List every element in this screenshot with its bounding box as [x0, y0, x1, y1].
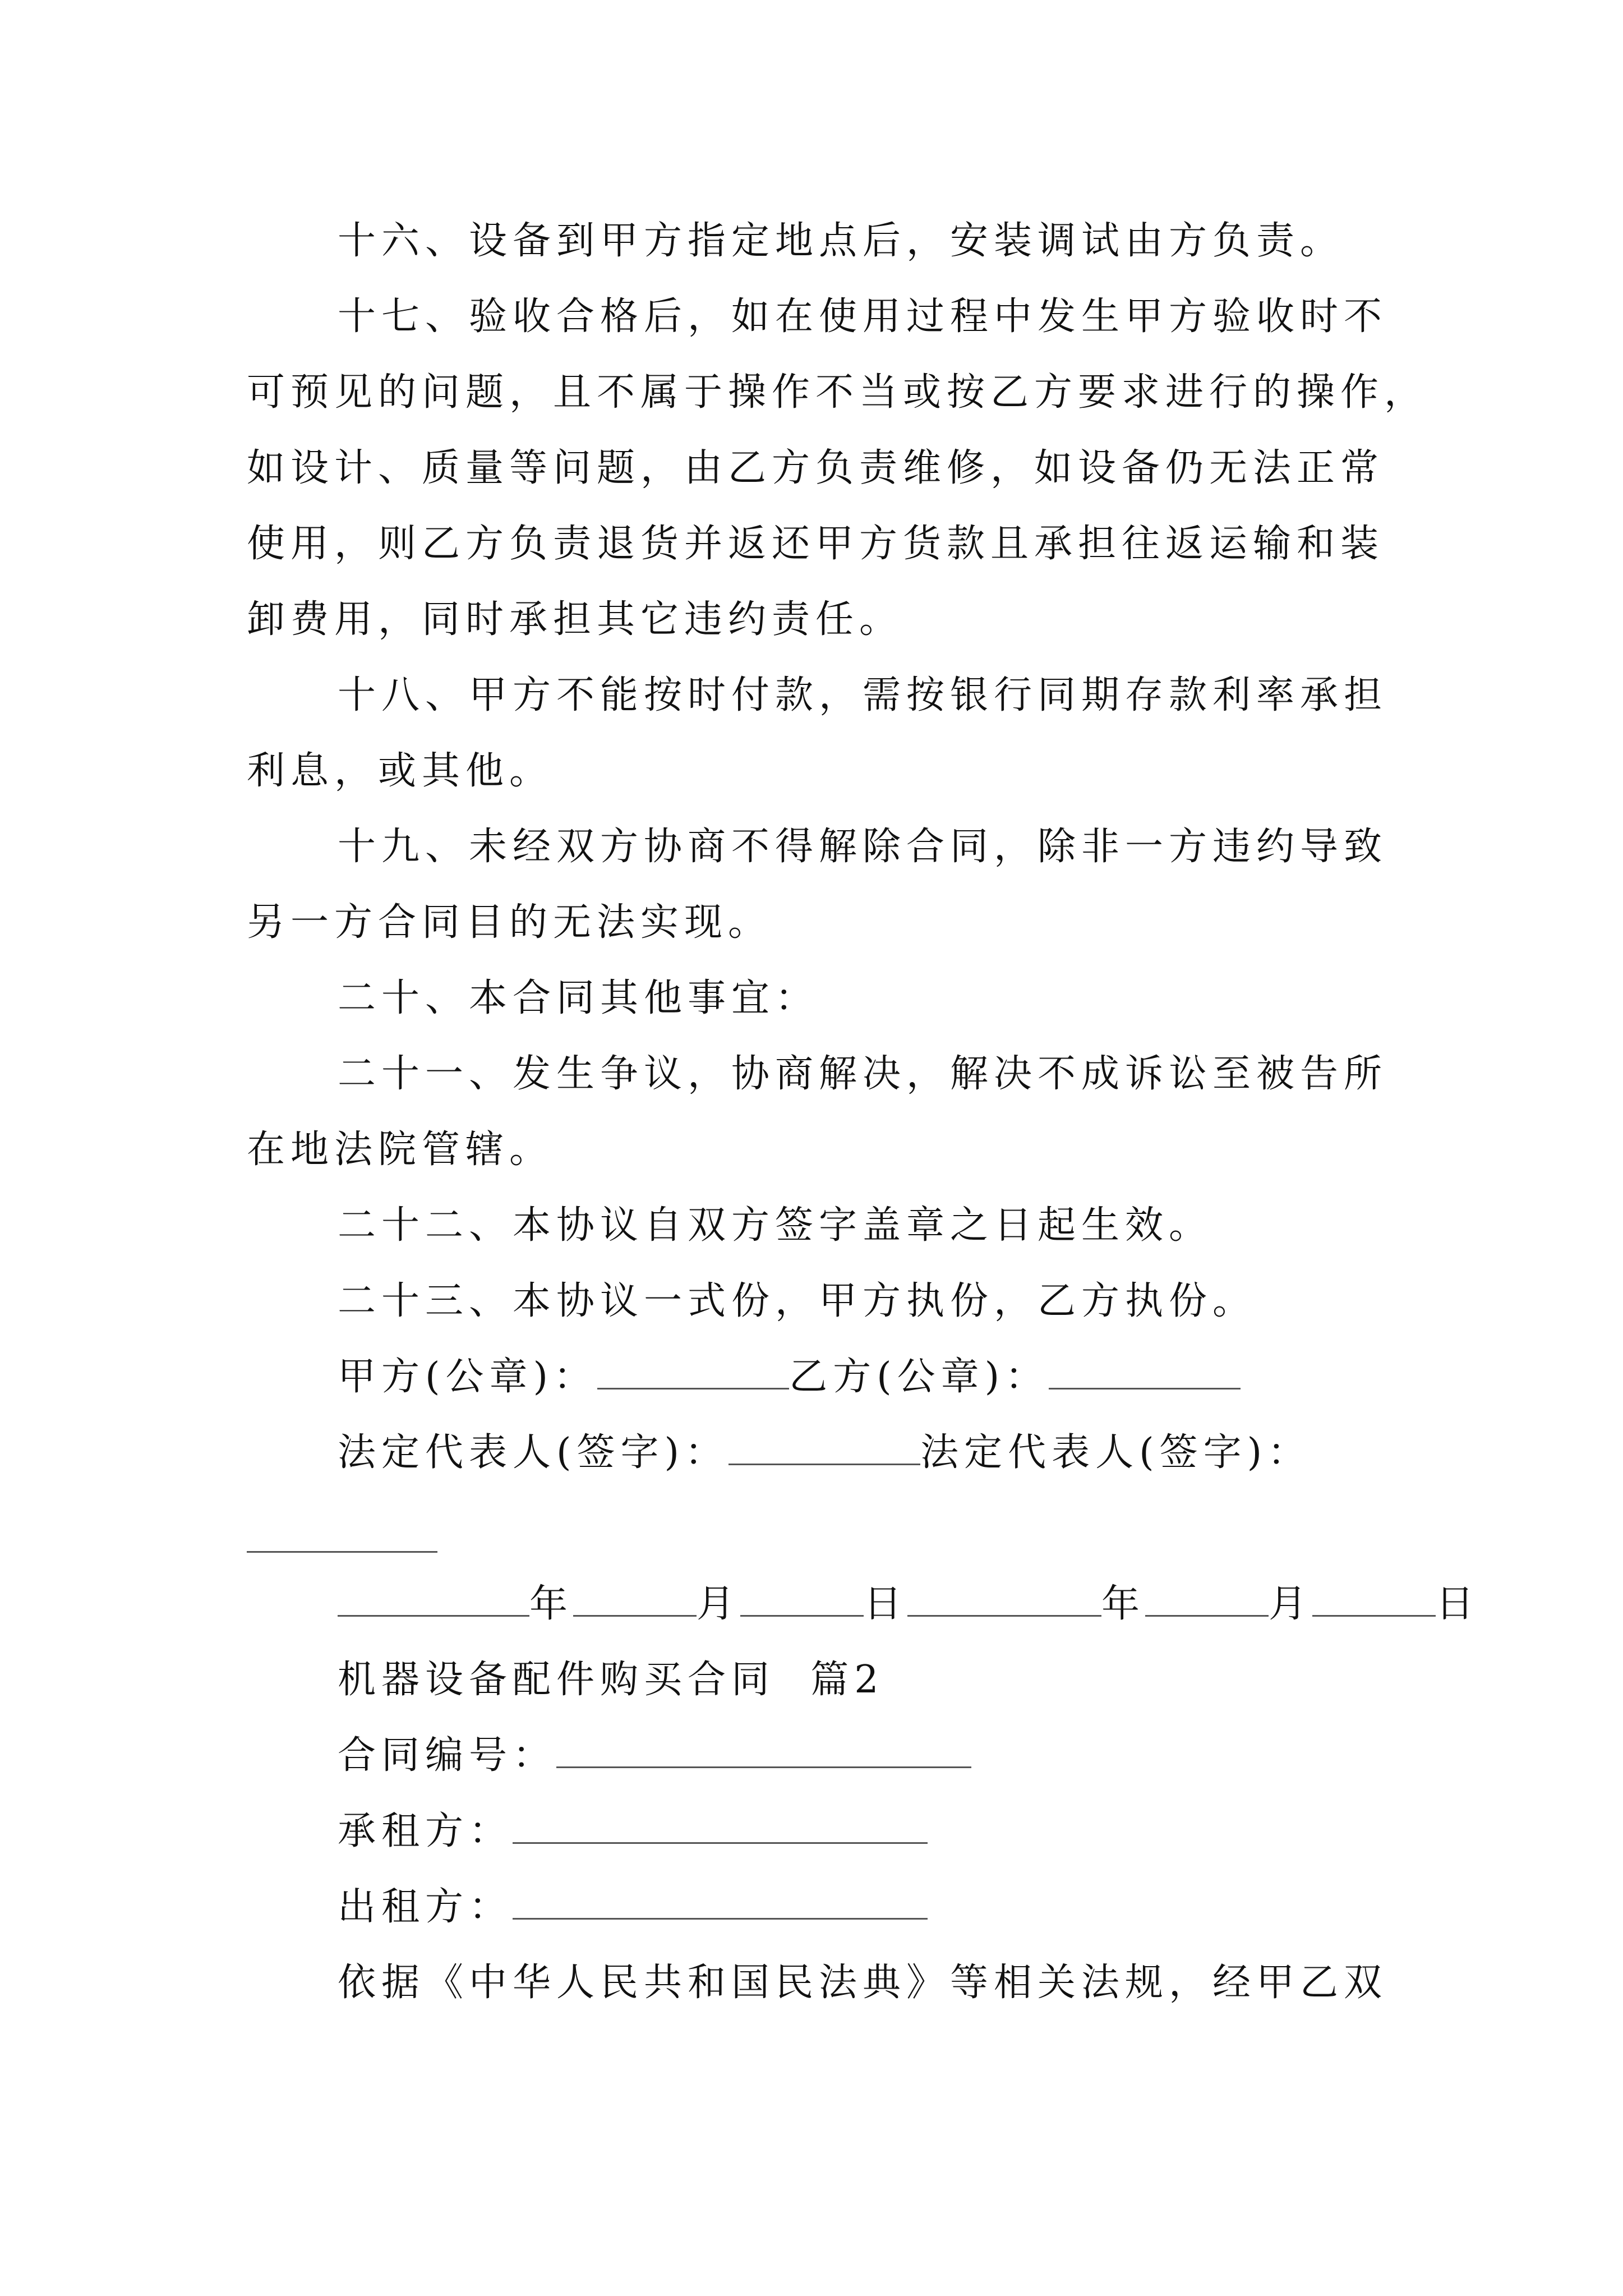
clause-17-line-1: 十七、验收合格后，如在使用过程中发生甲方验收时不: [338, 295, 1388, 339]
clause-16: 十六、设备到甲方指定地点后，安装调试由方负责。: [338, 219, 1344, 263]
year-label-b: 年: [1101, 1582, 1146, 1626]
lessor-label: 出租方：: [338, 1885, 513, 1929]
lessee-row: [338, 1806, 928, 1857]
clause-19-line-1: 十九、未经双方协商不得解除合同，除非一方违约导致: [338, 825, 1388, 869]
lessee-blank: [513, 1807, 928, 1844]
clause-17-line-2: 可预见的问题，且不属于操作不当或按乙方要求进行的操作，: [247, 370, 1428, 415]
party-b-rep-label: 法定代表人(签字)：: [920, 1430, 1312, 1475]
year-label-a: 年: [529, 1582, 574, 1626]
party-b-year-blank: [907, 1580, 1101, 1617]
day-label-a: 日: [864, 1582, 908, 1626]
party-a-seal-label: 甲方(公章)：: [338, 1355, 598, 1399]
party-b-seal-blank: [1049, 1353, 1241, 1389]
section-2-intro: 依据《中华人民共和国民法典》等相关法规，经甲乙双: [338, 1961, 1388, 2005]
clause-17-line-4: 使用，则乙方负责退货并返还甲方货款且承担往返运输和装: [247, 522, 1385, 566]
section-2-title: 机器设备配件购买合同 篇2: [338, 1658, 884, 1702]
month-label-b: 月: [1269, 1582, 1313, 1626]
lessee-label: 承租方：: [338, 1809, 513, 1853]
party-a-month-blank: [573, 1580, 697, 1617]
clause-21-line-2: 在地法院管辖。: [247, 1128, 554, 1172]
party-b-seal-label: 乙方(公章)：: [789, 1355, 1049, 1399]
contract-number-label: 合同编号：: [338, 1733, 557, 1778]
party-a-rep-blank: [728, 1429, 920, 1465]
clause-17-line-3: 如设计、质量等问题，由乙方负责维修，如设备仍无法正常: [247, 446, 1385, 490]
party-a-year-blank: [338, 1580, 529, 1617]
clause-18-line-1: 十八、甲方不能按时付款，需按银行同期存款利率承担: [338, 673, 1388, 717]
month-label-a: 月: [697, 1582, 741, 1626]
clause-18-line-2: 利息，或其他。: [247, 749, 554, 793]
day-label-b: 日: [1436, 1582, 1480, 1626]
lessor-blank: [513, 1883, 928, 1920]
clause-19-line-2: 另一方合同目的无法实现。: [247, 900, 772, 945]
party-a-seal-blank: [597, 1353, 789, 1389]
clause-20: 二十、本合同其他事宜：: [338, 976, 819, 1020]
clause-23: 二十三、本协议一式份，甲方执份，乙方执份。: [338, 1279, 1257, 1323]
contract-number-row: [338, 1731, 971, 1781]
legal-rep-row: [338, 1428, 1311, 1478]
party-b-month-blank: [1145, 1580, 1269, 1617]
lessor-row: [338, 1882, 928, 1932]
clause-21-line-1: 二十一、发生争议，协商解决，解决不成诉讼至被告所: [338, 1052, 1388, 1096]
contract-number-blank: [556, 1732, 971, 1768]
party-a-day-blank: [740, 1580, 864, 1617]
party-b-day-blank: [1312, 1580, 1436, 1617]
clause-22: 二十二、本协议自双方签字盖章之日起生效。: [338, 1203, 1213, 1248]
party-b-rep-blank: [247, 1551, 437, 1553]
party-a-rep-label: 法定代表人(签字)：: [338, 1430, 729, 1475]
date-row: [338, 1579, 1479, 1630]
seal-row: [338, 1352, 1241, 1402]
clause-17-line-5: 卸费用，同时承担其它违约责任。: [247, 597, 903, 642]
